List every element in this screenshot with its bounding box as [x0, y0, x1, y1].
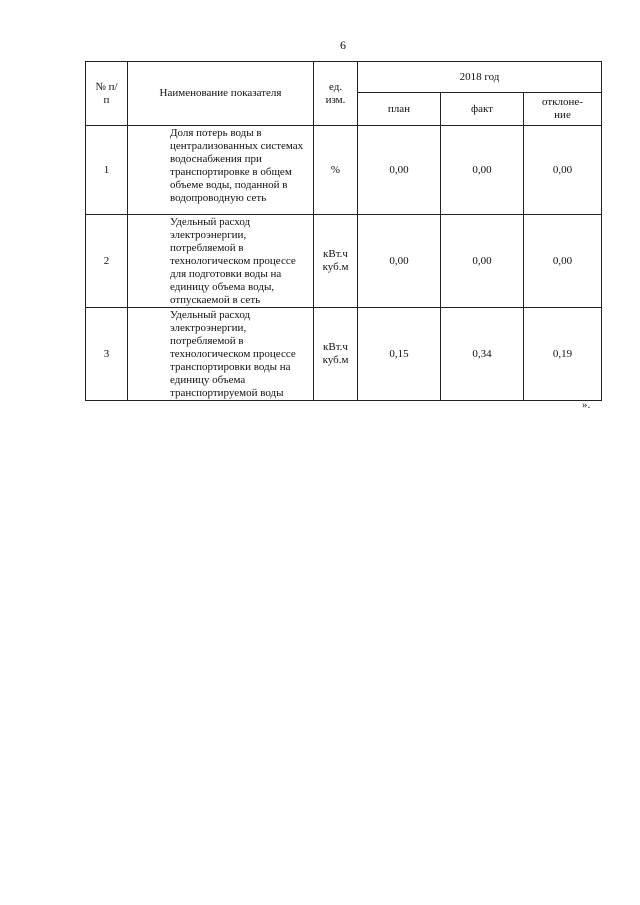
table-row	[86, 308, 602, 401]
row-indicator-name: Удельный расход электроэнергии, потребляемой в технологическом процессе для подготовки воды на единицу объема воды, отпускаемой в сеть	[128, 215, 314, 308]
header-deviation: отклоне- ние	[524, 93, 602, 126]
row-deviation-value: 0,00	[524, 215, 602, 308]
closing-quote: ».	[582, 399, 591, 411]
table-row	[86, 215, 602, 308]
row-fact-value: 0,34	[441, 308, 524, 401]
row-unit: %	[314, 126, 358, 215]
row-fact-value: 0,00	[441, 126, 524, 215]
indicators-table	[85, 61, 602, 401]
row-plan-value: 0,00	[358, 215, 441, 308]
header-plan: план	[358, 93, 441, 126]
row-plan-value: 0,15	[358, 308, 441, 401]
table-row	[86, 126, 602, 215]
row-deviation-value: 0,00	[524, 126, 602, 215]
row-indicator-name: Удельный расход электроэнергии, потребляемой в технологическом процессе транспортировки воды на единицу объема транспортируемой воды	[128, 308, 314, 401]
header-indicator-name: Наименование показателя	[128, 62, 314, 126]
header-fact: факт	[441, 93, 524, 126]
header-year: 2018 год	[358, 62, 602, 93]
row-unit: кВт.ч куб.м	[314, 308, 358, 401]
row-fact-value: 0,00	[441, 215, 524, 308]
row-number: 1	[86, 126, 128, 215]
row-indicator-name: Доля потерь воды в централизованных системах водоснабжения при транспортировке в общем объеме воды, поданной в водопроводную сеть	[128, 126, 314, 215]
row-number: 2	[86, 215, 128, 308]
row-unit: кВт.ч куб.м	[314, 215, 358, 308]
header-number: № п/п	[86, 62, 128, 126]
row-plan-value: 0,00	[358, 126, 441, 215]
page-number: 6	[340, 38, 346, 52]
row-number: 3	[86, 308, 128, 401]
header-unit: ед. изм.	[314, 62, 358, 126]
row-deviation-value: 0,19	[524, 308, 602, 401]
